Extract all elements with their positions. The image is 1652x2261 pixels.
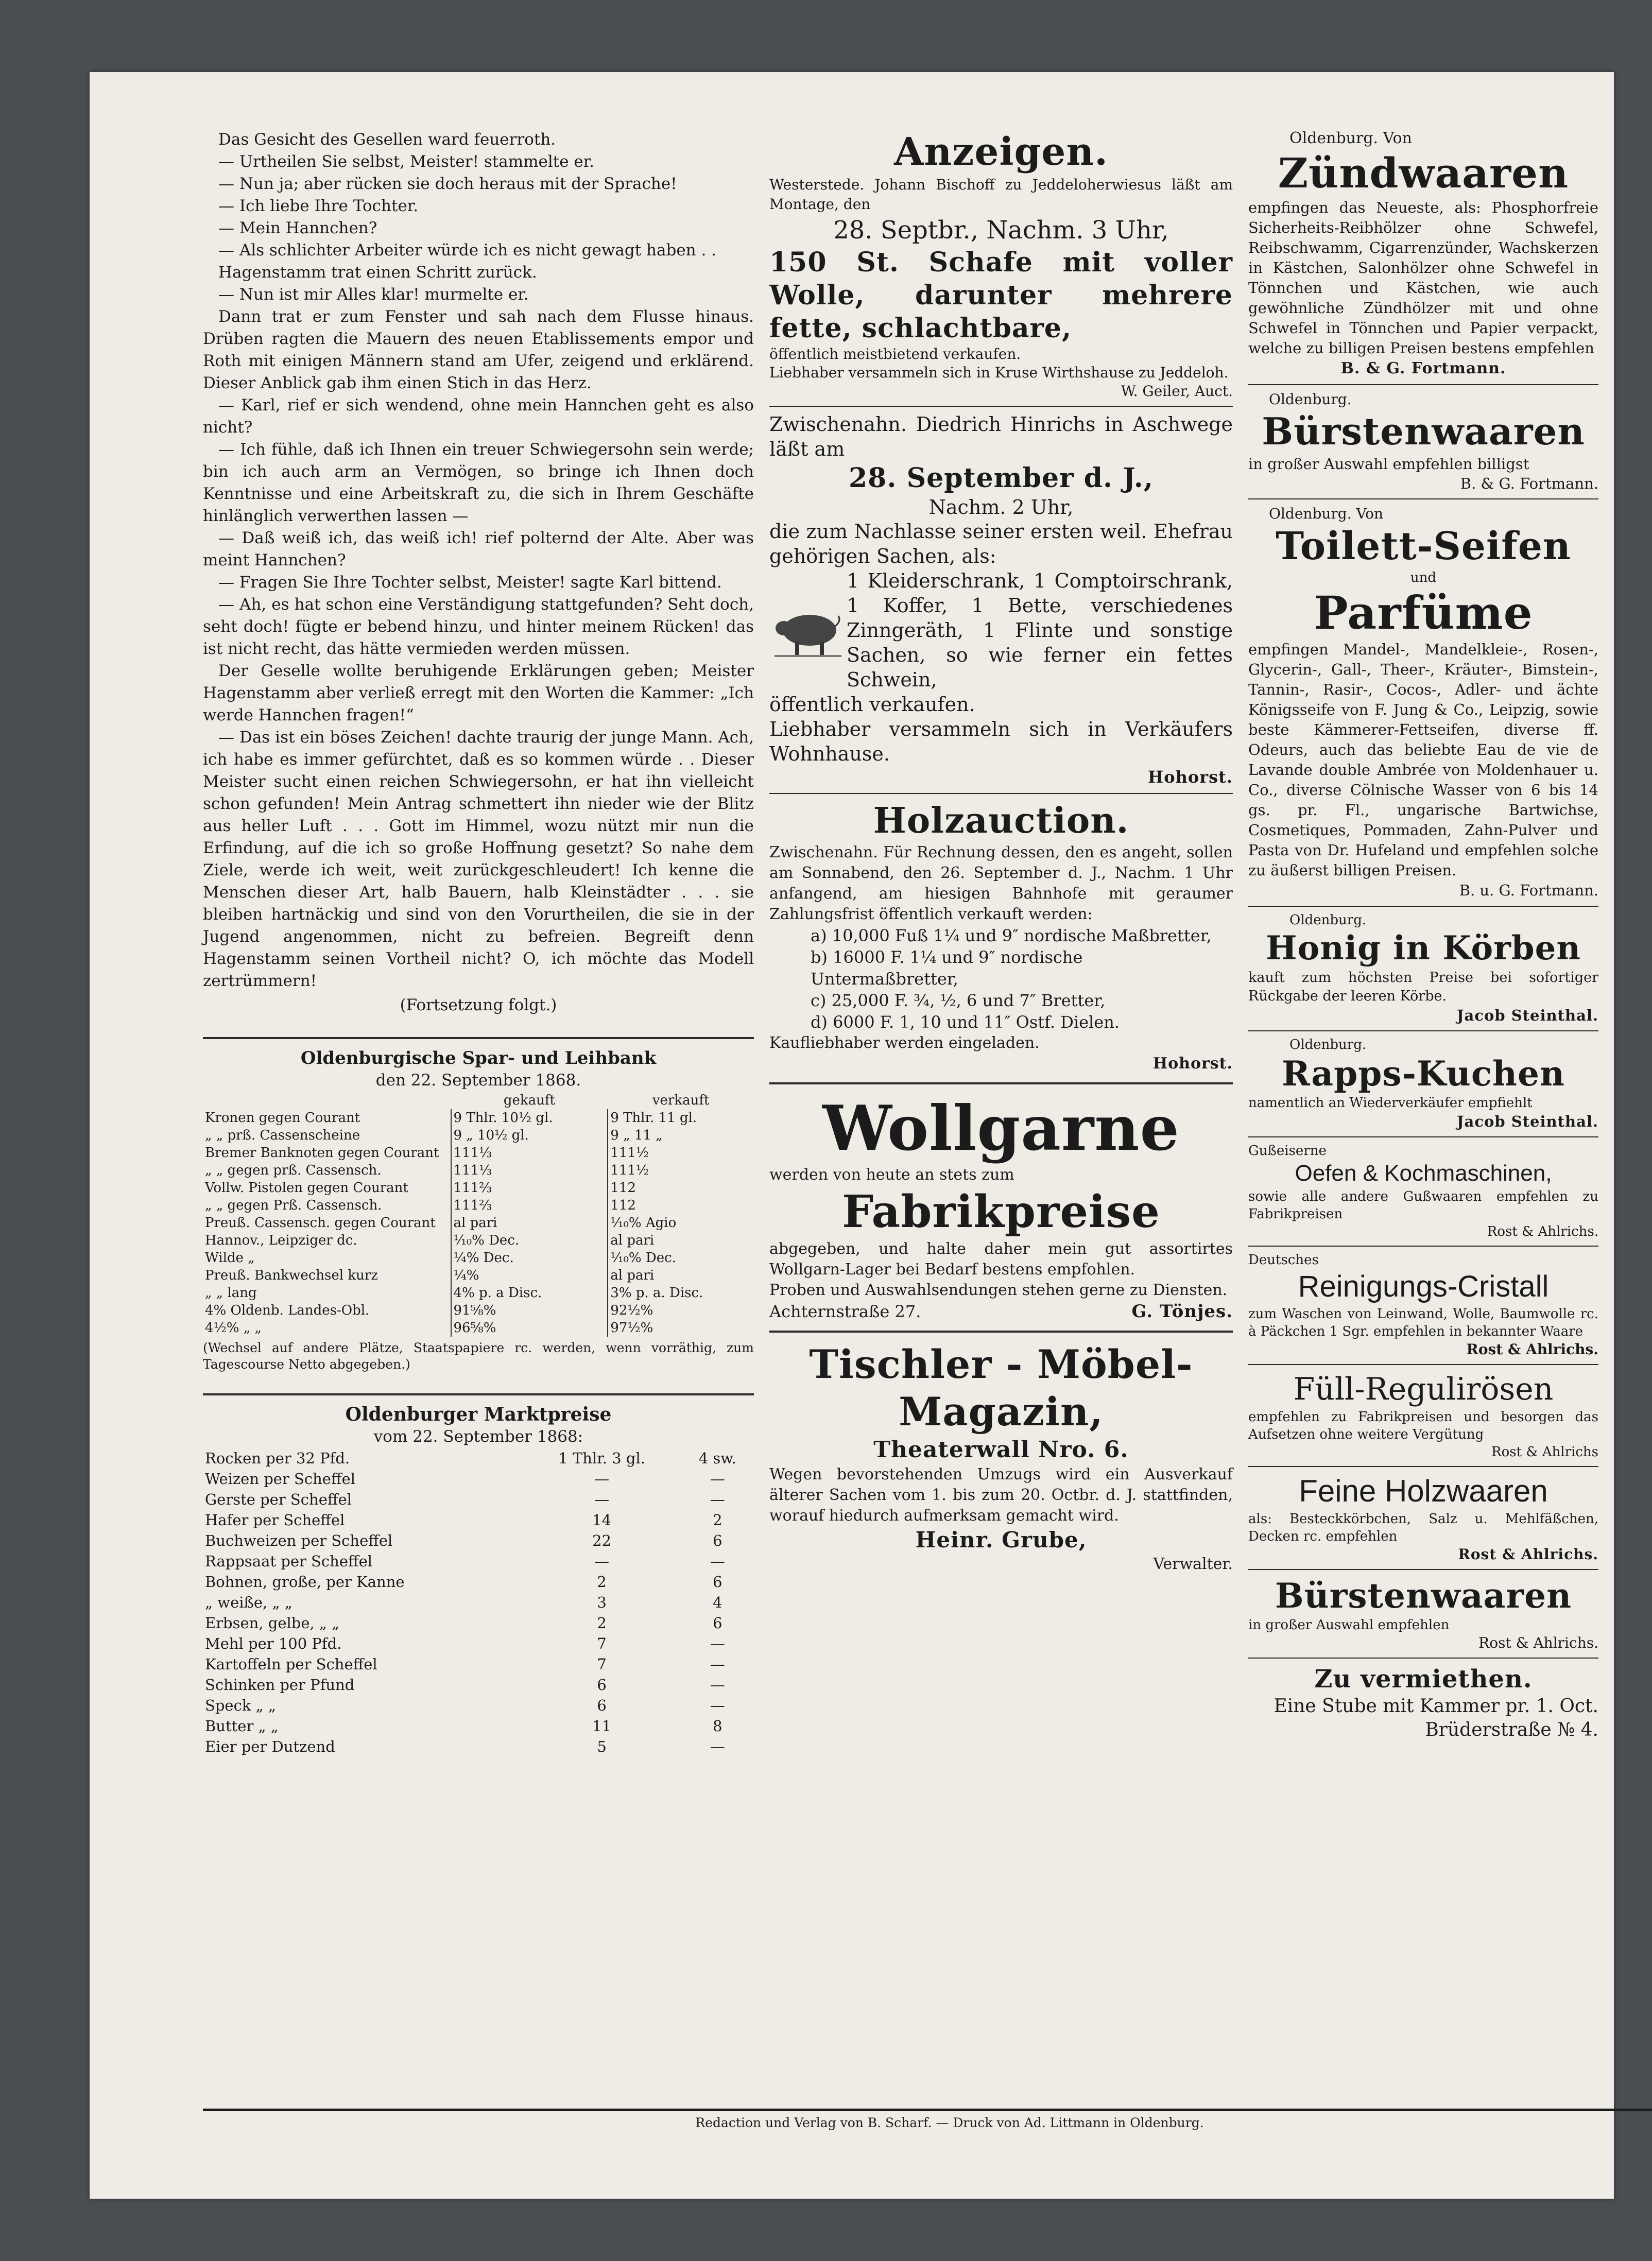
bank-buy-rate: 9 „ 10½ gl. bbox=[451, 1127, 608, 1144]
market-item: Butter „ „ bbox=[205, 1717, 279, 1735]
bank-row bbox=[203, 1249, 754, 1267]
bank-buy-rate: 96⅝% bbox=[451, 1319, 608, 1337]
bank-currency: „ „ gegen Prß. Cassensch. bbox=[205, 1198, 382, 1213]
market-price-small: — bbox=[710, 1635, 725, 1652]
bank-buy-rate: 91⅝% bbox=[451, 1302, 608, 1319]
market-row bbox=[203, 1736, 754, 1757]
market-price-small: 2 bbox=[713, 1511, 722, 1529]
bank-buy-rate: 111⅔ bbox=[451, 1197, 608, 1214]
market-price-small: — bbox=[710, 1491, 725, 1508]
bank-currency: Preuß. Bankwechsel kurz bbox=[205, 1268, 378, 1283]
bank-currency: „ „ gegen prß. Cassensch. bbox=[205, 1163, 382, 1178]
ad-estate-auction bbox=[769, 412, 1233, 788]
soaps-sign: B. u. G. Fortmann. bbox=[1459, 882, 1598, 899]
divider bbox=[769, 406, 1233, 407]
market-item: Mehl per 100 Pfd. bbox=[205, 1635, 342, 1652]
soaps-und: und bbox=[1410, 570, 1437, 585]
market-price-small: — bbox=[710, 1470, 725, 1488]
pig-icon bbox=[769, 599, 847, 661]
bank-currency: „ „ lang bbox=[205, 1285, 257, 1301]
rapeseed-sign: Jacob Steinthal. bbox=[1456, 1113, 1598, 1130]
estate-date: 28. September d. J., bbox=[849, 462, 1154, 494]
bank-currency: Hannov., Leipziger dc. bbox=[205, 1233, 357, 1248]
market-row bbox=[203, 1716, 754, 1736]
market-row bbox=[203, 1654, 754, 1675]
market-price-small: 8 bbox=[713, 1717, 722, 1735]
divider bbox=[1248, 906, 1598, 907]
market-date: vom 22. September 1868: bbox=[373, 1427, 583, 1446]
wool-text: abgegeben, und halte daher mein gut assortirtes Wollgarn-Lager bei Bedarf bestens empfohlen. bbox=[769, 1240, 1233, 1279]
matches-text: empfingen das Neueste, als: Phosphorfreie Sicherheits-Reibhölzer ohne Schwefel, Reibschwamm, Cigarrenzünder, Wachskerzen in Kästchen, Salonhölzer ohne Schwefel in Tönnchen und Kästchen, wie auch gewöhnliche Zündhölzer mit und ohne Schwefel in Tönnchen und Papier verpackt, welche zu billigen Preisen bestens empfehlen bbox=[1248, 199, 1598, 357]
rent-addr: Brüderstraße № 4. bbox=[1425, 1719, 1598, 1740]
bank-currency: Preuß. Cassensch. gegen Courant bbox=[205, 1215, 436, 1231]
novel-paragraph: — Das ist ein böses Zeichen! dachte traurig der junge Mann. Ach, ich habe es immer gefürchtet, daß es so kommen würde . . Dieser Meister sucht einen reichen Schwiegersohn, er hat ihn vielleicht schon gefunden! Mein Antrag schmettert ihn nieder wie der Blitz aus heller Luft . . . Gott im Himmel, wozu nützt mir nun die Erfindung, auf die ich so große Hoffnung gesetzt? So nahe dem Ziele, werde ich weit, weit zurückgeschleudert! Ich kenne die Menschen dieser Art, halb Bauern, halb Kleinstädter . . . sie bleiben hartnäckig und sind von den Vorurtheilen, die sie in der Jugend angenommen, nicht zu befreien. Begreift denn Hagenstamm seinen Vortheil nicht? O, ich möchte das Modell zertrümmern! bbox=[203, 728, 754, 990]
market-row bbox=[203, 1613, 754, 1633]
market-price-small: — bbox=[710, 1738, 725, 1755]
market-price-small: — bbox=[710, 1697, 725, 1714]
cleaning-pre: Deutsches bbox=[1248, 1252, 1319, 1268]
bank-sell-rate: 92½% bbox=[608, 1302, 754, 1319]
furniture-addr: Theaterwall Nro. 6. bbox=[873, 1437, 1129, 1463]
market-row bbox=[203, 1551, 754, 1572]
woodware-title: Feine Holzwaaren bbox=[1299, 1474, 1548, 1508]
bank-sell-rate: 97½% bbox=[608, 1319, 754, 1337]
bank-date: den 22. September 1868. bbox=[375, 1071, 581, 1090]
cleaning-text: zum Waschen von Leinwand, Wolle, Baumwolle rc. à Päckchen 1 Sgr. empfehlen in bekannter Waare bbox=[1248, 1306, 1598, 1339]
bank-row bbox=[203, 1127, 754, 1144]
market-item: Gerste per Scheffel bbox=[205, 1491, 352, 1508]
ovens-sign: Rost & Ahlrichs. bbox=[1487, 1224, 1598, 1239]
sheep-item: 150 St. Schafe mit voller Wolle, darunter mehrere fette, schlachtbare, bbox=[769, 247, 1233, 344]
cleaning-sign: Rost & Ahlrichs. bbox=[1466, 1341, 1598, 1358]
bank-sell-rate: 112 bbox=[608, 1179, 754, 1197]
bank-rates bbox=[203, 1047, 754, 1373]
ad-furniture bbox=[769, 1341, 1233, 1575]
market-row bbox=[203, 1633, 754, 1654]
market-price-small: 4 sw. bbox=[698, 1449, 736, 1467]
market-row bbox=[203, 1695, 754, 1716]
market-price: 6 bbox=[597, 1697, 607, 1714]
market-price: 1 Thlr. 3 gl. bbox=[558, 1449, 645, 1467]
furniture-sign: Heinr. Grube, bbox=[915, 1527, 1087, 1552]
market-row bbox=[203, 1530, 754, 1551]
bank-title: Oldenburgische Spar- und Leihbank bbox=[300, 1048, 657, 1068]
market-row bbox=[203, 1489, 754, 1510]
divider bbox=[1248, 1466, 1598, 1467]
market-item: Erbsen, gelbe, „ „ bbox=[205, 1614, 340, 1632]
estate-items: 1 Kleiderschrank, 1 Comptoirschrank, 1 Koffer, 1 Bette, verschiedenes Zinngeräth, 1 Flinte und sonstige Sachen, so wie ferner ein fettes Schwein, bbox=[847, 569, 1233, 691]
market-price: 6 bbox=[597, 1676, 607, 1694]
ovens-title: Oefen & Kochmaschinen, bbox=[1295, 1161, 1552, 1186]
market-price-small: 6 bbox=[713, 1532, 722, 1549]
matches-title: Zündwaaren bbox=[1278, 149, 1569, 197]
bank-row bbox=[203, 1162, 754, 1179]
wool-title: Wollgarne bbox=[822, 1092, 1180, 1165]
novel-paragraph: — Ich liebe Ihre Tochter. bbox=[218, 197, 419, 215]
divider bbox=[1248, 1030, 1598, 1031]
market-item: Rocken per 32 Pfd. bbox=[205, 1449, 350, 1467]
novel-paragraph: Dann trat er zum Fenster und sah nach dem Flusse hinaus. Drüben ragten die Mauern des neuen Etablissements empor und Roth mit einigen Männern stand am Ufer, zeigend und erklärend. Dieser Anblick gab ihm einen Stich in das Herz. bbox=[203, 307, 754, 392]
market-price: — bbox=[594, 1552, 610, 1570]
imprint-footer: Redaction und Verlag von B. Scharf. — Druck von Ad. Littmann in Oldenburg. bbox=[203, 2109, 1652, 2130]
bank-sell-rate: 112 bbox=[608, 1197, 754, 1214]
bank-note: (Wechsel auf andere Plätze, Staatspapiere rc. werden, wenn vorräthig, zum Tagescourse Netto abgegeben.) bbox=[203, 1340, 754, 1372]
divider bbox=[1248, 1569, 1598, 1570]
market-price: 2 bbox=[597, 1573, 607, 1591]
soaps-pre: Oldenburg. Von bbox=[1269, 505, 1384, 522]
novel-paragraph: — Ich fühle, daß ich Ihnen ein treuer Schwiegersohn sein werde; bin ich auch arm an Vermögen, so bringe ich Ihnen doch Kenntnisse und eine Arbeitskraft zu, die sich in Ihrem Geschäfte hinlänglich verwerthen lassen — bbox=[203, 440, 754, 525]
wood-item: a) 10,000 Fuß 1¼ und 9″ nordische Maßbretter, bbox=[811, 926, 1212, 945]
brushes2-sign: Rost & Ahlrichs. bbox=[1478, 1634, 1598, 1651]
sheep-sign: W. Geiler, Auct. bbox=[1121, 383, 1233, 400]
serial-novel bbox=[203, 129, 754, 992]
bank-currency: 4% Oldenb. Landes-Obl. bbox=[205, 1303, 370, 1318]
market-row bbox=[203, 1572, 754, 1592]
soaps-text: empfingen Mandel-, Mandelkleie-, Rosen-, Glycerin-, Gall-, Theer-, Kräuter-, Bimstein-, Tannin-, Rasir-, Cocos-, Adler- und ächte Königsseife von F. Jung & Co., Leipzig, sowie beste Kämmerer-Fettseifen, diverse ff. Odeurs, auch das beliebte Eau de vie de Lavande double Ambrée von Moldenhauer u. Co., diverse Cölnische Wasser von 6 bis 14 gs. pr. Fl., ungarische Bartwichse, Cosmetiques, Pommaden, Zahn-Pulver und Pasta von Dr. Hufeland und empfehlen solche zu äußerst billigen Preisen. bbox=[1248, 641, 1598, 879]
ad-stoves bbox=[1248, 1370, 1598, 1461]
rent-text: Eine Stube mit Kammer pr. 1. Oct. bbox=[1274, 1696, 1598, 1717]
novel-paragraph: — Urtheilen Sie selbst, Meister! stammelte er. bbox=[218, 152, 595, 171]
bank-row bbox=[203, 1232, 754, 1249]
rapeseed-title: Rapps-Kuchen bbox=[1281, 1054, 1565, 1094]
market-prices bbox=[203, 1404, 754, 1757]
bank-row bbox=[203, 1109, 754, 1127]
wool-line2: Proben und Auswahlsendungen stehen gerne zu Diensten. bbox=[769, 1281, 1228, 1299]
divider bbox=[769, 793, 1233, 794]
bank-sell-rate: 9 „ 11 „ bbox=[608, 1127, 754, 1144]
divider bbox=[1248, 1136, 1598, 1137]
column-right bbox=[1248, 129, 1598, 1742]
estate-text: die zum Nachlasse seiner ersten weil. Ehefrau gehörigen Sachen, als: bbox=[769, 520, 1233, 567]
bank-sell-rate: al pari bbox=[608, 1232, 754, 1249]
bank-head-buy: gekauft bbox=[503, 1093, 555, 1108]
honey-pre: Oldenburg. bbox=[1289, 912, 1367, 928]
ad-woodware bbox=[1248, 1472, 1598, 1564]
market-item: Kartoffeln per Scheffel bbox=[205, 1655, 377, 1673]
ad-rent bbox=[1248, 1664, 1598, 1742]
honey-sign: Jacob Steinthal. bbox=[1456, 1007, 1598, 1024]
bank-sell-rate: 3% p. a. Disc. bbox=[608, 1284, 754, 1302]
divider bbox=[1248, 384, 1598, 385]
wood-intro: Zwischenahn. Für Rechnung dessen, den es angeht, sollen am Sonnabend, den 26. September d. J., Nachm. 1 Uhr anfangend, am hiesigen Bahnhofe mit geraumer Zahlungsfrist öffentlich verkauft werden: bbox=[769, 843, 1233, 923]
ad-matches bbox=[1248, 129, 1598, 379]
market-item: Weizen per Scheffel bbox=[205, 1470, 356, 1488]
matches-sign: B. & G. Fortmann. bbox=[1340, 359, 1506, 377]
bank-currency: „ „ prß. Cassenscheine bbox=[205, 1128, 360, 1143]
market-row bbox=[203, 1675, 754, 1695]
market-item: Schinken per Pfund bbox=[205, 1676, 355, 1694]
wool-addr: Achternstraße 27. bbox=[769, 1302, 921, 1321]
market-price-small: — bbox=[710, 1552, 725, 1570]
brushes1-sign: B. & G. Fortmann. bbox=[1460, 475, 1598, 492]
newspaper-page bbox=[90, 72, 1614, 2199]
market-row bbox=[203, 1469, 754, 1489]
ad-rapeseed bbox=[1248, 1037, 1598, 1131]
divider bbox=[203, 1393, 754, 1395]
market-row bbox=[203, 1510, 754, 1530]
bank-buy-rate: ¹⁄₁₀% Dec. bbox=[451, 1232, 608, 1249]
soaps-title2: Parfüme bbox=[1314, 586, 1533, 640]
market-price: 22 bbox=[592, 1532, 612, 1549]
divider bbox=[769, 1331, 1233, 1333]
bank-sell-rate: al pari bbox=[608, 1267, 754, 1284]
divider bbox=[1248, 1364, 1598, 1365]
estate-intro: Zwischenahn. Diedrich Hinrichs in Aschwege läßt am bbox=[769, 413, 1233, 460]
rapeseed-text: namentlich an Wiederverkäufer empfiehlt bbox=[1248, 1095, 1533, 1111]
ovens-text: sowie alle andere Gußwaaren empfehlen zu Fabrikpreisen bbox=[1248, 1189, 1598, 1222]
bank-buy-rate: 4% p. a Disc. bbox=[451, 1284, 608, 1302]
market-price: 7 bbox=[597, 1635, 607, 1652]
rapeseed-pre: Oldenburg. bbox=[1289, 1037, 1367, 1052]
bank-buy-rate: ¼% Dec. bbox=[451, 1249, 608, 1267]
market-table bbox=[203, 1448, 754, 1757]
honey-text: kauft zum höchsten Preise bei sofortiger Rückgabe der leeren Körbe. bbox=[1248, 970, 1598, 1004]
market-price-small: 6 bbox=[713, 1573, 722, 1591]
market-price: 3 bbox=[597, 1594, 607, 1611]
divider bbox=[1248, 1246, 1598, 1247]
bank-head-sell: verkauft bbox=[652, 1093, 710, 1108]
market-price: 5 bbox=[597, 1738, 607, 1755]
bank-row bbox=[203, 1179, 754, 1197]
market-price: 2 bbox=[597, 1614, 607, 1632]
market-item: Buchweizen per Scheffel bbox=[205, 1532, 393, 1549]
novel-paragraph: — Karl, rief er sich wendend, ohne mein Hannchen geht es also nicht? bbox=[203, 396, 754, 437]
market-row bbox=[203, 1592, 754, 1613]
bank-sell-rate: 111½ bbox=[608, 1162, 754, 1179]
bank-row bbox=[203, 1302, 754, 1319]
ads-header: Anzeigen. bbox=[894, 130, 1108, 174]
ad-wood-auction bbox=[769, 799, 1233, 1074]
bank-currency: Wilde „ bbox=[205, 1250, 255, 1266]
column-middle bbox=[769, 129, 1233, 1575]
market-price: 11 bbox=[592, 1717, 612, 1735]
estate-sign: Hohorst. bbox=[1148, 767, 1233, 787]
sheep-date: 28. Septbr., Nachm. 3 Uhr, bbox=[833, 216, 1169, 245]
market-price-small: — bbox=[710, 1655, 725, 1673]
cleaning-title: Reinigungs-Cristall bbox=[1298, 1270, 1549, 1303]
novel-paragraph: Hagenstamm trat einen Schritt zurück. bbox=[218, 263, 537, 282]
bank-currency: Vollw. Pistolen gegen Courant bbox=[205, 1180, 408, 1196]
bank-sell-rate: ¹⁄₁₀% Agio bbox=[608, 1214, 754, 1232]
novel-paragraph: — Daß weiß ich, das weiß ich! rief polternd der Alte. Aber was meint Hannchen? bbox=[203, 529, 754, 569]
matches-pre: Oldenburg. Von bbox=[1289, 129, 1412, 147]
bank-currency: Bremer Banknoten gegen Courant bbox=[205, 1145, 439, 1161]
bank-row bbox=[203, 1319, 754, 1337]
divider bbox=[1248, 1658, 1598, 1659]
novel-continued: (Fortsetzung folgt.) bbox=[400, 996, 557, 1014]
stoves-text: empfehlen zu Fabrikpreisen und besorgen das Aufsetzen ohne weitere Vergütung bbox=[1248, 1409, 1598, 1442]
ad-brushes-rost bbox=[1248, 1575, 1598, 1652]
bank-buy-rate: 111⅓ bbox=[451, 1162, 608, 1179]
market-row bbox=[203, 1448, 754, 1469]
bank-row bbox=[203, 1214, 754, 1232]
ad-sheep-auction bbox=[769, 175, 1233, 401]
wood-item: b) 16000 F. 1¼ und 9″ nordische Untermaßbretter, bbox=[811, 947, 1083, 989]
brushes2-title: Bürstenwaaren bbox=[1275, 1576, 1572, 1616]
wood-title: Holzauction. bbox=[873, 800, 1129, 841]
ovens-pre: Gußeiserne bbox=[1248, 1143, 1327, 1159]
market-item: Rappsaat per Scheffel bbox=[205, 1552, 373, 1570]
furniture-sign2: Verwalter. bbox=[1153, 1555, 1233, 1573]
honey-title: Honig in Körben bbox=[1266, 929, 1581, 968]
bank-row bbox=[203, 1284, 754, 1302]
estate-time: Nachm. 2 Uhr, bbox=[928, 496, 1074, 519]
furniture-title: Tischler - Möbel-Magazin, bbox=[809, 1341, 1193, 1435]
wool-sign: G. Tönjes. bbox=[1131, 1301, 1233, 1322]
novel-paragraph: — Nun ist mir Alles klar! murmelte er. bbox=[218, 285, 529, 304]
sheep-intro: Westerstede. Johann Bischoff zu Jeddeloherwiesus läßt am Montage, den bbox=[769, 176, 1233, 213]
bank-table bbox=[203, 1092, 754, 1337]
ad-honey bbox=[1248, 912, 1598, 1025]
ad-soaps bbox=[1248, 505, 1598, 901]
stoves-title: Füll-Regulirösen bbox=[1293, 1371, 1554, 1407]
market-price: — bbox=[594, 1470, 610, 1488]
brushes1-text: in großer Auswahl empfehlen billigst bbox=[1248, 455, 1529, 473]
bank-buy-rate: ¼% bbox=[451, 1267, 608, 1284]
stoves-sign: Rost & Ahlrichs bbox=[1491, 1444, 1598, 1460]
bank-sell-rate: ¹⁄₁₀% Dec. bbox=[608, 1249, 754, 1267]
wood-end: Kaufliebhaber werden eingeladen. bbox=[769, 1034, 1040, 1052]
wood-item: c) 25,000 F. ¾, ½, 6 und 7″ Bretter, bbox=[811, 991, 1106, 1010]
bank-currency: 4½% „ „ bbox=[205, 1320, 262, 1336]
market-price: 14 bbox=[592, 1511, 612, 1529]
furniture-text: Wegen bevorstehenden Umzugs wird ein Ausverkauf älterer Sachen vom 1. bis zum 20. Octbr. d. J. stattfinden, worauf hiedurch aufmerksam gemacht wird. bbox=[769, 1465, 1233, 1525]
novel-paragraph: Der Geselle wollte beruhigende Erklärungen geben; Meister Hagenstamm aber verließ erregt mit den Worten die Kammer: „Ich werde Hannchen fragen!“ bbox=[203, 662, 754, 724]
estate-end2: Liebhaber versammeln sich in Verkäufers Wohnhause. bbox=[769, 718, 1233, 765]
market-item: Bohnen, große, per Kanne bbox=[205, 1573, 405, 1591]
woodware-sign: Rost & Ahlrichs. bbox=[1458, 1546, 1598, 1563]
wood-sign: Hohorst. bbox=[1152, 1055, 1233, 1073]
estate-end: öffentlich verkaufen. bbox=[769, 693, 975, 716]
novel-paragraph: — Fragen Sie Ihre Tochter selbst, Meister! sagte Karl bittend. bbox=[218, 573, 722, 592]
divider bbox=[769, 1082, 1233, 1084]
brushes2-text: in großer Auswahl empfehlen bbox=[1248, 1617, 1450, 1633]
novel-paragraph: — Ah, es hat schon eine Verständigung stattgefunden? Seht doch, seht doch! fügte er bebend hinzu, und hinter meinem Rücken! das ist nicht recht, das hätte vermieden werden müssen. bbox=[203, 595, 754, 658]
brushes1-pre: Oldenburg. bbox=[1269, 391, 1352, 408]
bank-buy-rate: 111⅓ bbox=[451, 1144, 608, 1162]
market-price: — bbox=[594, 1491, 610, 1508]
rent-title: Zu vermiethen. bbox=[1314, 1665, 1533, 1694]
bank-buy-rate: 111⅔ bbox=[451, 1179, 608, 1197]
novel-paragraph: — Mein Hannchen? bbox=[218, 219, 377, 237]
market-price-small: 4 bbox=[713, 1594, 722, 1611]
bank-buy-rate: al pari bbox=[451, 1214, 608, 1232]
market-item: „ weiße, „ „ bbox=[205, 1594, 292, 1611]
bank-row bbox=[203, 1197, 754, 1214]
ad-cleaning bbox=[1248, 1252, 1598, 1359]
novel-paragraph: Das Gesicht des Gesellen ward feuerroth. bbox=[218, 130, 556, 149]
market-item: Eier per Dutzend bbox=[205, 1738, 335, 1755]
divider bbox=[1248, 498, 1598, 499]
bank-row bbox=[203, 1267, 754, 1284]
ad-brushes-fortmann bbox=[1248, 390, 1598, 493]
market-item: Hafer per Scheffel bbox=[205, 1511, 345, 1529]
brushes1-title: Bürstenwaaren bbox=[1262, 409, 1585, 453]
bank-buy-rate: 9 Thlr. 10½ gl. bbox=[451, 1109, 608, 1127]
market-price: 7 bbox=[597, 1655, 607, 1673]
market-price-small: — bbox=[710, 1676, 725, 1694]
ad-wool bbox=[769, 1093, 1233, 1322]
novel-paragraph: — Nun ja; aber rücken sie doch heraus mit der Sprache! bbox=[218, 175, 677, 193]
novel-paragraph: — Als schlichter Arbeiter würde ich es nicht gewagt haben . . bbox=[218, 241, 717, 260]
divider bbox=[203, 1037, 754, 1039]
soaps-title: Toilett-Seifen bbox=[1276, 524, 1571, 568]
bank-currency: Kronen gegen Courant bbox=[205, 1110, 360, 1126]
bank-row bbox=[203, 1144, 754, 1162]
bank-sell-rate: 9 Thlr. 11 gl. bbox=[608, 1109, 754, 1127]
market-item: Speck „ „ bbox=[205, 1697, 276, 1714]
wool-line1: werden von heute an stets zum bbox=[769, 1166, 1014, 1184]
woodware-text: als: Besteckkörbchen, Salz u. Mehlfäßchen, Decken rc. empfehlen bbox=[1248, 1511, 1598, 1544]
wood-item: d) 6000 F. 1, 10 und 11″ Ostf. Dielen. bbox=[811, 1012, 1120, 1032]
market-title: Oldenburger Marktpreise bbox=[345, 1404, 612, 1425]
wool-title2: Fabrikpreise bbox=[842, 1186, 1160, 1238]
bank-sell-rate: 111½ bbox=[608, 1144, 754, 1162]
sheep-line2: öffentlich meistbietend verkaufen. bbox=[769, 346, 1021, 363]
sheep-line3: Liebhaber versammeln sich in Kruse Wirthshause zu Jeddeloh. bbox=[769, 364, 1229, 381]
market-price-small: 6 bbox=[713, 1614, 722, 1632]
wood-items bbox=[769, 925, 1233, 1033]
column-left bbox=[203, 129, 754, 1757]
ad-ovens bbox=[1248, 1143, 1598, 1240]
